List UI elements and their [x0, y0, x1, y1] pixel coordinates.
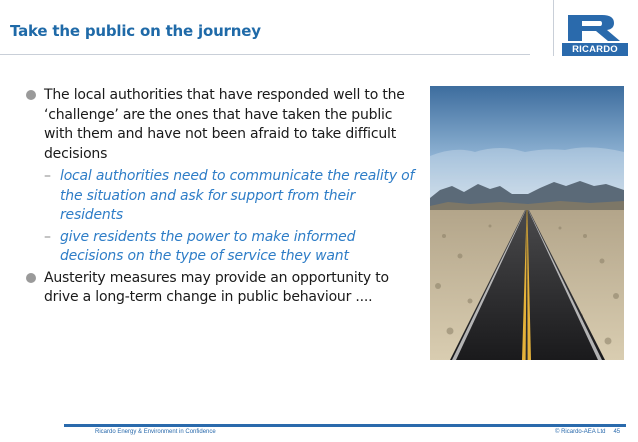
sub-bullet-text: local authorities need to communicate the reality of the situation and ask for support from their residents	[60, 168, 415, 223]
slide-title: Take the public on the journey	[10, 22, 261, 40]
bullet-item	[22, 269, 422, 308]
bullet-list	[22, 86, 422, 308]
ricardo-logo-mark-icon	[562, 12, 628, 43]
sub-bullet-list	[44, 167, 422, 267]
page-number: 45	[613, 429, 621, 435]
desert-road-image	[430, 86, 624, 360]
footer-right	[555, 429, 620, 435]
sub-bullet-dash: –	[44, 228, 51, 245]
desert-road-photo	[430, 86, 624, 360]
bullet-dot-icon	[26, 90, 36, 100]
sub-bullet-text: give residents the power to make informed decisions on the type of service they want	[60, 228, 356, 264]
footer-divider	[64, 424, 626, 427]
sub-bullet-item	[44, 228, 422, 267]
logo-wordmark: RICARDO	[562, 43, 628, 56]
footer-confidentiality: Ricardo Energy & Environment in Confidence	[95, 429, 216, 435]
bullet-dot-icon	[26, 273, 36, 283]
footer-copyright: © Ricardo-AEA Ltd	[555, 429, 606, 435]
title-divider	[0, 54, 530, 55]
sub-bullet-item	[44, 167, 422, 226]
bullet-text: The local authorities that have responded well to the ‘challenge’ are the ones that have taken the public with them and have not been afraid to take difficult decisions	[44, 87, 405, 162]
header-vertical-divider	[553, 0, 554, 56]
bullet-item	[22, 86, 422, 267]
bullet-text: Austerity measures may provide an opportunity to drive a long-term change in public behaviour ....	[44, 269, 389, 305]
sub-bullet-dash: –	[44, 168, 51, 184]
ricardo-logo	[562, 12, 628, 56]
